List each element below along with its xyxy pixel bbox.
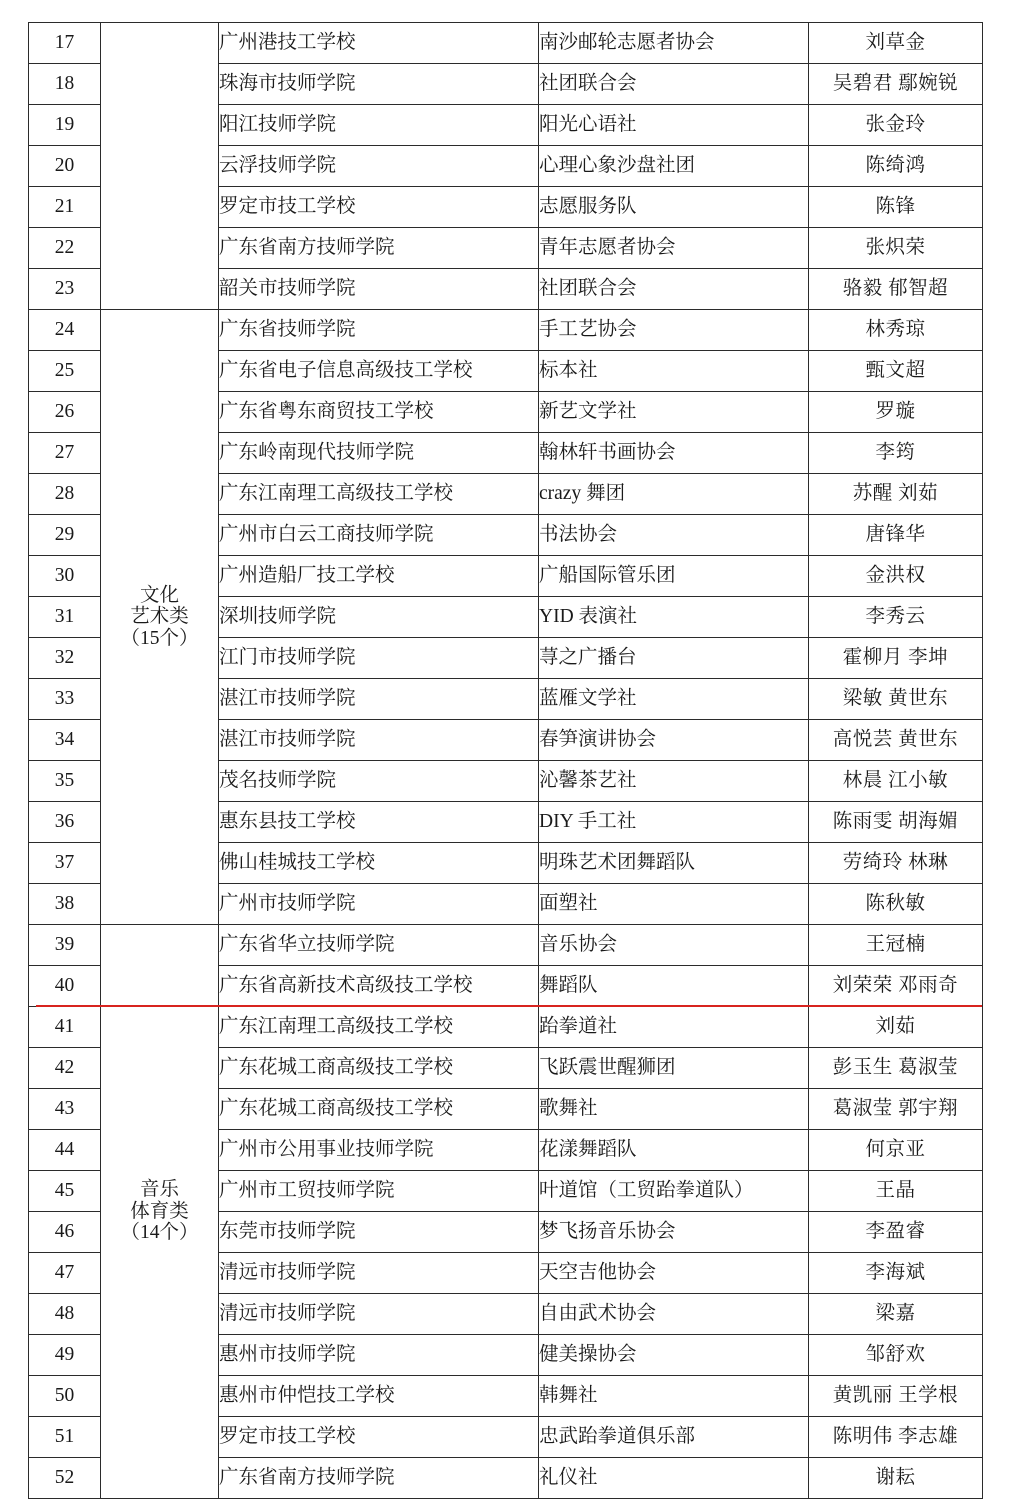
- row-index-cell: 47: [29, 1253, 101, 1294]
- school-cell: 广州市白云工商技师学院: [219, 515, 539, 556]
- leader-name-cell: 陈明伟 李志雄: [809, 1417, 983, 1458]
- school-cell: 罗定市技工学校: [219, 1417, 539, 1458]
- leader-name-cell: 刘荣荣 邓雨奇: [809, 966, 983, 1007]
- leader-name-cell: 刘茹: [809, 1007, 983, 1048]
- club-name-cell: 手工艺协会: [539, 310, 809, 351]
- row-index-cell: 40: [29, 966, 101, 1007]
- leader-name-cell: 梁嘉: [809, 1294, 983, 1335]
- leader-name-cell: 李海斌: [809, 1253, 983, 1294]
- school-cell: 惠州市技师学院: [219, 1335, 539, 1376]
- school-cell: 广东省粤东商贸技工学校: [219, 392, 539, 433]
- club-name-cell: 自由武术协会: [539, 1294, 809, 1335]
- leader-name-cell: 林晨 江小敏: [809, 761, 983, 802]
- leader-name-cell: 张金玲: [809, 105, 983, 146]
- leader-name-cell: 刘草金: [809, 23, 983, 64]
- school-cell: 清远市技师学院: [219, 1253, 539, 1294]
- leader-name-cell: 梁敏 黄世东: [809, 679, 983, 720]
- row-index-cell: 17: [29, 23, 101, 64]
- school-cell: 广东江南理工高级技工学校: [219, 1007, 539, 1048]
- club-name-cell: YID 表演社: [539, 597, 809, 638]
- club-name-cell: 面塑社: [539, 884, 809, 925]
- category-label-line: （14个）: [120, 1222, 199, 1244]
- leader-name-cell: 骆毅 郁智超: [809, 269, 983, 310]
- club-name-cell: 社团联合会: [539, 269, 809, 310]
- school-cell: 惠东县技工学校: [219, 802, 539, 843]
- club-name-cell: 歌舞社: [539, 1089, 809, 1130]
- leader-name-cell: 苏醒 刘茹: [809, 474, 983, 515]
- school-cell: 广州造船厂技工学校: [219, 556, 539, 597]
- row-index-cell: 20: [29, 146, 101, 187]
- category-label-line: 文化: [139, 584, 179, 606]
- school-cell: 广州市工贸技师学院: [219, 1171, 539, 1212]
- leader-name-cell: 何京亚: [809, 1130, 983, 1171]
- school-cell: 广州市公用事业技师学院: [219, 1130, 539, 1171]
- school-cell: 江门市技师学院: [219, 638, 539, 679]
- school-cell: 广东花城工商高级技工学校: [219, 1048, 539, 1089]
- row-index-cell: 35: [29, 761, 101, 802]
- club-name-cell: 书法协会: [539, 515, 809, 556]
- category-cell: [101, 310, 219, 925]
- row-index-cell: 41: [29, 1007, 101, 1048]
- row-index-cell: 26: [29, 392, 101, 433]
- leader-name-cell: 陈雨雯 胡海媚: [809, 802, 983, 843]
- leader-name-cell: 罗璇: [809, 392, 983, 433]
- leader-name-cell: 高悦芸 黄世东: [809, 720, 983, 761]
- row-index-cell: 31: [29, 597, 101, 638]
- leader-name-cell: 劳绮玲 林琳: [809, 843, 983, 884]
- club-name-cell: 南沙邮轮志愿者协会: [539, 23, 809, 64]
- club-name-cell: 跆拳道社: [539, 1007, 809, 1048]
- row-index-cell: 38: [29, 884, 101, 925]
- category-label-line: （15个）: [120, 627, 199, 649]
- row-index-cell: 37: [29, 843, 101, 884]
- school-cell: 广东省南方技师学院: [219, 228, 539, 269]
- club-name-cell: 飞跃震世醒狮团: [539, 1048, 809, 1089]
- school-cell: 广东省高新技术高级技工学校: [219, 966, 539, 1007]
- leader-name-cell: 黄凯丽 王学根: [809, 1376, 983, 1417]
- school-cell: 广东江南理工高级技工学校: [219, 474, 539, 515]
- row-index-cell: 22: [29, 228, 101, 269]
- table-row: [29, 925, 983, 966]
- leader-name-cell: 王晶: [809, 1171, 983, 1212]
- row-index-cell: 24: [29, 310, 101, 351]
- school-cell: 广州港技工学校: [219, 23, 539, 64]
- club-name-cell: 青年志愿者协会: [539, 228, 809, 269]
- school-cell: 罗定市技工学校: [219, 187, 539, 228]
- club-name-cell: 心理心象沙盘社团: [539, 146, 809, 187]
- row-index-cell: 32: [29, 638, 101, 679]
- club-name-cell: 志愿服务队: [539, 187, 809, 228]
- club-name-cell: 忠武跆拳道俱乐部: [539, 1417, 809, 1458]
- club-name-cell: crazy 舞团: [539, 474, 809, 515]
- school-cell: 广东省南方技师学院: [219, 1458, 539, 1499]
- school-cell: 佛山桂城技工学校: [219, 843, 539, 884]
- club-name-cell: 阳光心语社: [539, 105, 809, 146]
- club-name-cell: 礼仪社: [539, 1458, 809, 1499]
- club-name-cell: 广船国际管乐团: [539, 556, 809, 597]
- leader-name-cell: 甄文超: [809, 351, 983, 392]
- row-index-cell: 45: [29, 1171, 101, 1212]
- row-index-cell: 46: [29, 1212, 101, 1253]
- club-name-cell: 社团联合会: [539, 64, 809, 105]
- row-index-cell: 30: [29, 556, 101, 597]
- leader-name-cell: 陈锋: [809, 187, 983, 228]
- club-name-cell: 天空吉他协会: [539, 1253, 809, 1294]
- school-cell: 广东省技师学院: [219, 310, 539, 351]
- school-cell: 东莞市技师学院: [219, 1212, 539, 1253]
- leader-name-cell: 张炽荣: [809, 228, 983, 269]
- club-name-cell: 花漾舞蹈队: [539, 1130, 809, 1171]
- row-index-cell: 52: [29, 1458, 101, 1499]
- club-name-cell: 沁馨茶艺社: [539, 761, 809, 802]
- table-body: [29, 23, 983, 1499]
- school-cell: 广东省电子信息高级技工学校: [219, 351, 539, 392]
- category-label-line: 体育类: [130, 1200, 189, 1222]
- leader-name-cell: 陈秋敏: [809, 884, 983, 925]
- school-cell: 广州市技师学院: [219, 884, 539, 925]
- row-index-cell: 19: [29, 105, 101, 146]
- row-index-cell: 36: [29, 802, 101, 843]
- row-index-cell: 50: [29, 1376, 101, 1417]
- row-index-cell: 21: [29, 187, 101, 228]
- category-cell-blank: [101, 23, 219, 310]
- row-index-cell: 27: [29, 433, 101, 474]
- row-index-cell: 33: [29, 679, 101, 720]
- school-cell: 阳江技师学院: [219, 105, 539, 146]
- category-label-line: 艺术类: [130, 606, 189, 628]
- club-name-cell: 健美操协会: [539, 1335, 809, 1376]
- club-name-cell: 叶道馆（工贸跆拳道队）: [539, 1171, 809, 1212]
- leader-name-cell: 谢耘: [809, 1458, 983, 1499]
- school-cell: 惠州市仲恺技工学校: [219, 1376, 539, 1417]
- leader-name-cell: 霍柳月 李坤: [809, 638, 983, 679]
- row-index-cell: 23: [29, 269, 101, 310]
- category-label-line: 音乐: [139, 1179, 179, 1201]
- row-index-cell: 39: [29, 925, 101, 966]
- leader-name-cell: 陈绮鸿: [809, 146, 983, 187]
- school-cell: 广东花城工商高级技工学校: [219, 1089, 539, 1130]
- school-cell: 广东岭南现代技师学院: [219, 433, 539, 474]
- row-index-cell: 49: [29, 1335, 101, 1376]
- leader-name-cell: 林秀琼: [809, 310, 983, 351]
- club-name-cell: DIY 手工社: [539, 802, 809, 843]
- leader-name-cell: 王冠楠: [809, 925, 983, 966]
- table-row: [29, 23, 983, 64]
- category-cell: [101, 925, 219, 1499]
- school-cell: 清远市技师学院: [219, 1294, 539, 1335]
- club-name-cell: 舞蹈队: [539, 966, 809, 1007]
- club-name-cell: 梦飞扬音乐协会: [539, 1212, 809, 1253]
- leader-name-cell: 葛淑莹 郭宇翔: [809, 1089, 983, 1130]
- club-name-cell: 蓝雁文学社: [539, 679, 809, 720]
- club-list-table: [28, 22, 983, 1499]
- school-cell: 云浮技师学院: [219, 146, 539, 187]
- row-index-cell: 28: [29, 474, 101, 515]
- leader-name-cell: 李筠: [809, 433, 983, 474]
- school-cell: 韶关市技师学院: [219, 269, 539, 310]
- row-index-cell: 25: [29, 351, 101, 392]
- leader-name-cell: 李盈睿: [809, 1212, 983, 1253]
- club-name-cell: 荨之广播台: [539, 638, 809, 679]
- row-index-cell: 34: [29, 720, 101, 761]
- row-index-cell: 42: [29, 1048, 101, 1089]
- leader-name-cell: 金洪权: [809, 556, 983, 597]
- club-name-cell: 翰林轩书画协会: [539, 433, 809, 474]
- school-cell: 广东省华立技师学院: [219, 925, 539, 966]
- club-name-cell: 春笋演讲协会: [539, 720, 809, 761]
- club-name-cell: 韩舞社: [539, 1376, 809, 1417]
- school-cell: 茂名技师学院: [219, 761, 539, 802]
- club-name-cell: 音乐协会: [539, 925, 809, 966]
- club-name-cell: 明珠艺术团舞蹈队: [539, 843, 809, 884]
- school-cell: 深圳技师学院: [219, 597, 539, 638]
- row-index-cell: 43: [29, 1089, 101, 1130]
- row-index-cell: 48: [29, 1294, 101, 1335]
- leader-name-cell: 唐锋华: [809, 515, 983, 556]
- row-index-cell: 51: [29, 1417, 101, 1458]
- club-name-cell: 新艺文学社: [539, 392, 809, 433]
- row-index-cell: 29: [29, 515, 101, 556]
- leader-name-cell: 李秀云: [809, 597, 983, 638]
- school-cell: 湛江市技师学院: [219, 720, 539, 761]
- club-name-cell: 标本社: [539, 351, 809, 392]
- leader-name-cell: 邹舒欢: [809, 1335, 983, 1376]
- row-index-cell: 44: [29, 1130, 101, 1171]
- school-cell: 珠海市技师学院: [219, 64, 539, 105]
- row-index-cell: 18: [29, 64, 101, 105]
- school-cell: 湛江市技师学院: [219, 679, 539, 720]
- leader-name-cell: 彭玉生 葛淑莹: [809, 1048, 983, 1089]
- table-row: [29, 310, 983, 351]
- red-underline-annotation: [36, 1005, 982, 1008]
- leader-name-cell: 吴碧君 鄢婉锐: [809, 64, 983, 105]
